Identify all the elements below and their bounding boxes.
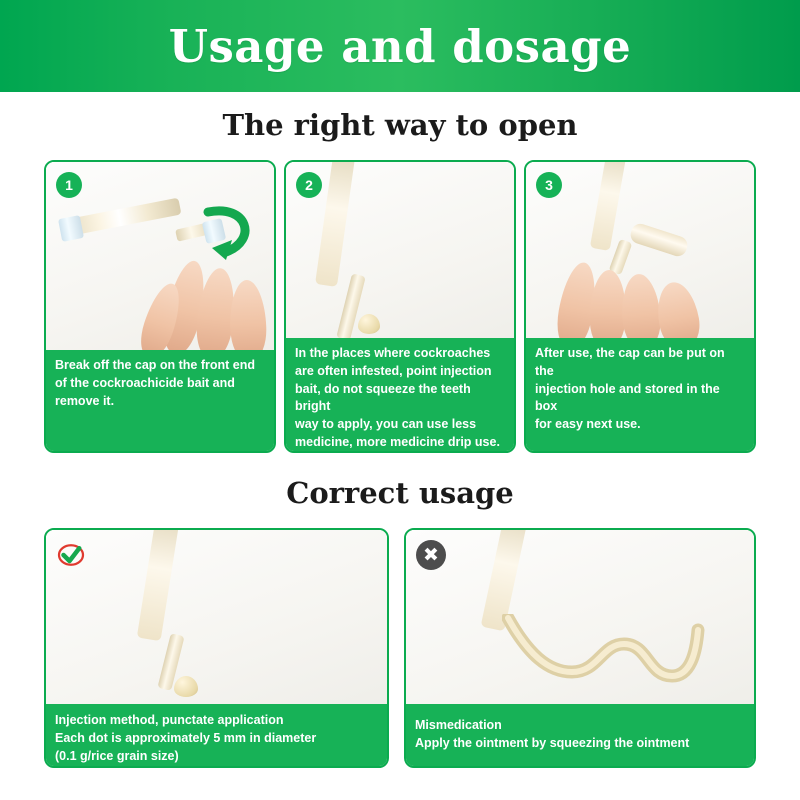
- step-caption-1: [46, 350, 274, 451]
- caption-line: Injection method, punctate application: [55, 713, 284, 727]
- ointment-smear-icon: [502, 614, 732, 708]
- caption-line: of the cockroachicide bait and: [55, 375, 235, 390]
- correct-usage-caption: [46, 704, 387, 766]
- caption-line: Each dot is approximately 5 mm in diameter: [55, 731, 317, 746]
- step-card-2: [284, 160, 516, 453]
- step-card-1: [44, 160, 276, 453]
- caption-line: for easy next use.: [535, 417, 641, 431]
- caption-line: In the places where cockroaches: [295, 346, 491, 360]
- step-badge-2: 2: [296, 172, 322, 198]
- step-caption-3: [526, 338, 754, 451]
- caption-line: are often infested, point injection: [295, 363, 492, 378]
- caption-line: (0.1 g/rice grain size): [55, 749, 179, 764]
- caption-line: After use, the cap can be put on the: [535, 346, 725, 378]
- wrong-usage-caption: [406, 704, 754, 766]
- caption-line: injection hole and stored in the box: [535, 381, 720, 414]
- cross-mark-icon: ✖: [416, 540, 446, 570]
- caption-line: remove it.: [55, 393, 115, 408]
- wrong-usage-illustration: [406, 530, 754, 708]
- step-caption-2: [286, 338, 514, 451]
- page-title: Usage and dosage: [168, 19, 632, 73]
- section-title-usage: Correct usage: [286, 476, 514, 510]
- caption-line: bait, do not squeeze the teeth bright: [295, 381, 471, 414]
- correct-usage-illustration: [46, 530, 387, 708]
- caption-line: Mismedication: [415, 718, 502, 732]
- rotate-arrow-icon: [196, 198, 266, 268]
- usage-card-wrong: [404, 528, 756, 768]
- check-mark-icon: [56, 540, 86, 570]
- section-title-open: The right way to open: [222, 108, 578, 142]
- usage-card-correct: [44, 528, 389, 768]
- caption-line: Break off the cap on the front end: [55, 358, 256, 372]
- caption-line: medicine, more medicine drip use.: [295, 434, 500, 449]
- page-header: [0, 0, 800, 92]
- step-badge-1: 1: [56, 172, 82, 198]
- caption-line: way to apply, you can use less: [295, 417, 477, 431]
- caption-line: Apply the ointment by squeezing the ointment: [415, 736, 690, 751]
- step-card-3: [524, 160, 756, 453]
- step-badge-3: 3: [536, 172, 562, 198]
